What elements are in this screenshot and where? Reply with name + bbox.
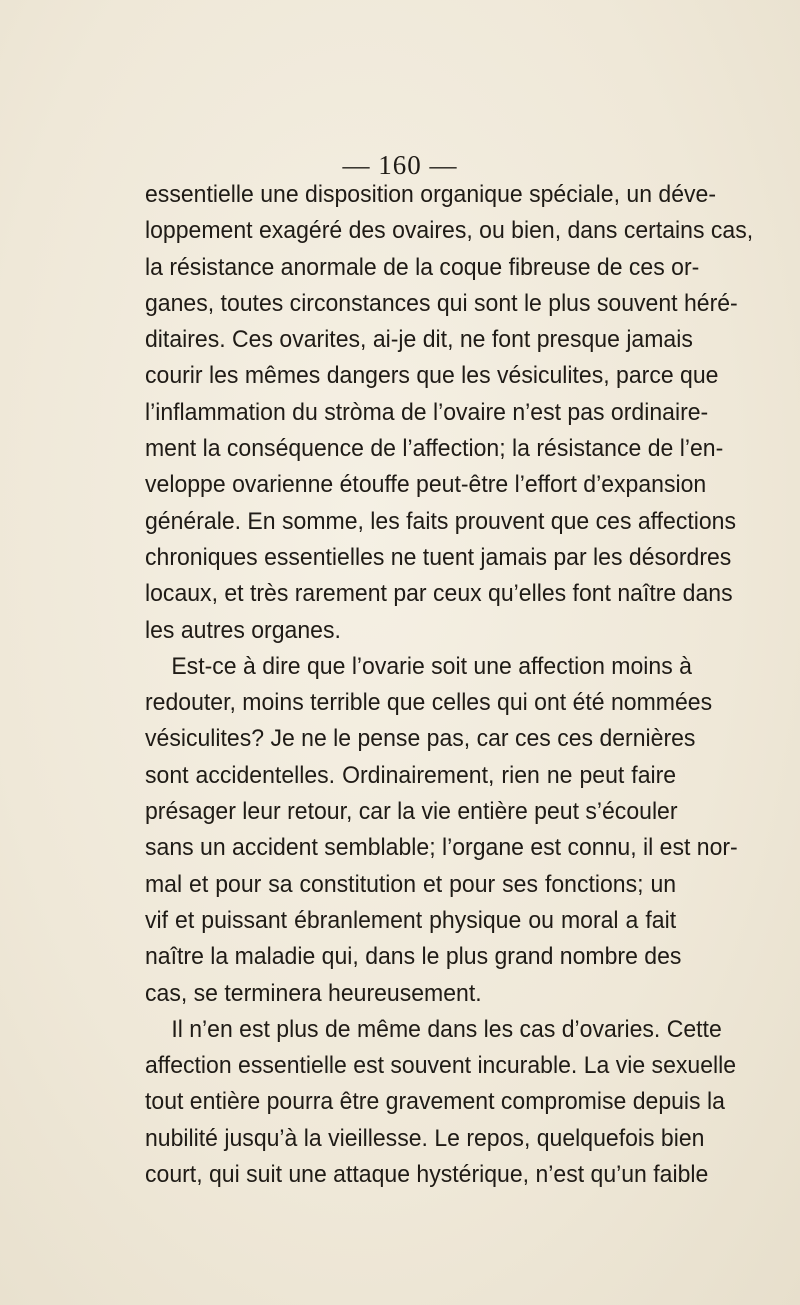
text-line: chroniques essentielles ne tuent jamais par les désordres [145,543,732,571]
text-line: ganes, toutes circonstances qui sont le plus souvent héré- [145,289,738,317]
text-line: tout entière pourra être gravement compromise depuis la [145,1088,725,1116]
text-line: ment la conséquence de l’affection; la résistance de l’en- [145,435,724,463]
body-text [145,177,754,1193]
text-line: vif et puissant ébranlement physique ou moral a fait [145,906,677,934]
text-line: ditaires. Ces ovarites, ai-je dit, ne font presque jamais [145,326,693,354]
text-line: courir les mêmes dangers que les vésiculites, parce que [145,362,719,390]
text-line: sans un accident semblable; l’organe est connu, il est nor- [145,834,738,862]
paragraph-end-line: les autres organes. [145,616,341,644]
text-line: naître la maladie qui, dans le plus grand nombre des [145,943,682,971]
paragraph-end-line: cas, se terminera heureusement. [145,979,482,1007]
text-line: générale. En somme, les faits prouvent que ces affections [145,507,737,535]
text-line: essentielle une disposition organique spéciale, un déve- [145,181,717,208]
text-line: nubilité jusqu’à la vieillesse. Le repos, quelquefois bien [145,1124,705,1152]
text-line: loppement exagéré des ovaires, ou bien, dans certains cas, [145,217,754,245]
text-line: présager leur retour, car la vie entière peut s’écouler [145,798,678,826]
page-number: — 160 — [342,150,458,180]
text-line: vésiculites? Je ne le pense pas, car ces ces dernières [145,725,696,753]
text-line: veloppe ovarienne étouffe peut-être l’effort d’expansion [145,471,707,499]
text-line: court, qui suit une attaque hystérique, n’est qu’un faible [145,1161,709,1189]
paragraph-start-line: Est-ce à dire que l’ovarie soit une affection moins à [171,652,692,680]
text-line: l’inflammation du stròma de l’ovaire n’est pas ordinaire- [145,398,709,426]
text-line: redouter, moins terrible que celles qui ont été nommées [145,689,713,717]
paragraph-start-line: Il n’en est plus de même dans les cas d’ovaries. Cette [171,1015,722,1043]
text-line: la résistance anormale de la coque fibreuse de ces or- [145,253,700,281]
text-line: affection essentielle est souvent incurable. La vie sexuelle [145,1052,737,1080]
text-line: locaux, et très rarement par ceux qu’elles font naître dans [145,580,733,608]
text-line: mal et pour sa constitution et pour ses fonctions; un [145,870,677,898]
text-line: sont accidentelles. Ordinairement, rien ne peut faire [145,761,677,789]
